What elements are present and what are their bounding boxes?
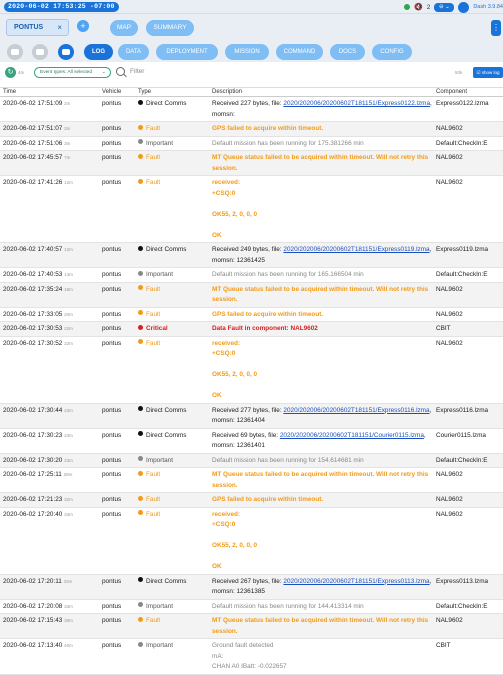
table-row[interactable] (0, 508, 503, 575)
row-description: Default mission has been running for 165.166504 min (212, 271, 364, 278)
row-type-label: Fault (146, 310, 161, 318)
row-time (3, 178, 73, 189)
description-line: OK (212, 231, 222, 239)
blank-line (212, 531, 432, 542)
row-vehicle: pontus (102, 325, 122, 332)
row-age: 18m (64, 286, 73, 292)
description-line: OK55, 2, 0, 0, 0 (212, 371, 258, 378)
description-text: Received 267 bytes, file: (212, 577, 284, 585)
row-age: 33m (64, 511, 73, 517)
description-text: Received 69 bytes, file: (212, 431, 280, 439)
row-description (212, 406, 432, 427)
row-time (3, 270, 73, 281)
row-timestamp: 2020-06-02 17:40:53 (3, 271, 63, 278)
row-age: 12m (64, 180, 73, 185)
row-component: Courier0115.lzma (436, 431, 486, 439)
severity-dot-icon (138, 602, 143, 607)
table-row[interactable] (0, 575, 503, 600)
description-line: Ground fault detected (212, 642, 274, 649)
table-row[interactable] (0, 137, 503, 152)
table-row[interactable] (0, 493, 503, 508)
row-vehicle: pontus (102, 285, 122, 293)
row-age: 20m (64, 311, 73, 317)
chevron-down-icon: ⌄ (101, 69, 106, 75)
blank-line (212, 381, 432, 392)
table-row[interactable] (0, 337, 503, 404)
row-type (138, 470, 160, 481)
header (0, 14, 503, 42)
row-timestamp: 2020-06-02 17:51:07 (3, 125, 63, 132)
row-component: NAL9602 (436, 617, 463, 624)
table-row[interactable] (0, 283, 503, 308)
row-component: Default:CheckIn:E (436, 139, 488, 147)
description-line: OK (212, 392, 222, 399)
row-time (3, 616, 73, 627)
row-type-label: Fault (146, 471, 161, 478)
row-time (3, 310, 73, 321)
row-timestamp: 2020-06-02 17:30:20 (3, 456, 63, 464)
row-time (3, 510, 73, 521)
view-map-button[interactable]: MAP (110, 20, 138, 36)
row-vehicle: pontus (102, 602, 122, 610)
row-description: Default mission has been running for 154.614681 min (212, 456, 364, 464)
description-text: , momsn: 12361385 (212, 577, 432, 595)
description-line: received: (212, 339, 241, 347)
tab-docs[interactable]: DOCS (330, 44, 365, 60)
row-component: NAL9602 (436, 310, 463, 318)
table-row[interactable] (0, 468, 503, 493)
row-type (138, 577, 186, 588)
row-description (212, 178, 432, 241)
row-description: GPS failed to acquire within timeout. (212, 310, 324, 318)
row-type (138, 495, 160, 506)
table-body (0, 97, 503, 675)
show-log-toggle[interactable]: ☑ show log (473, 67, 503, 78)
severity-dot-icon (138, 406, 143, 411)
row-description (212, 641, 432, 673)
severity-dot-icon (138, 339, 143, 344)
filter-input[interactable]: Filter (130, 68, 145, 75)
row-component: NAL9602 (436, 471, 463, 478)
row-description: MT Queue status failed to be acquired within timeout. Will not retry this session. (212, 617, 429, 635)
row-timestamp: 2020-06-02 17:30:44 (3, 406, 63, 414)
row-type (138, 406, 186, 417)
description-text: , momsn: 12361401 (212, 431, 426, 449)
vehicle-tab-label: PONTUS (14, 24, 44, 31)
row-timestamp: 2020-06-02 17:13:40 (3, 642, 63, 649)
row-vehicle: pontus (102, 100, 122, 107)
speaker-mute-icon[interactable]: 🔇 (413, 4, 423, 11)
row-type-label: Fault (146, 617, 161, 624)
notification-count: 2 (426, 3, 431, 11)
row-age: 13m (64, 272, 73, 277)
col-vehicle[interactable]: Vehicle (102, 89, 122, 95)
row-vehicle: pontus (102, 510, 122, 518)
row-vehicle: pontus (102, 431, 122, 439)
row-vehicle: pontus (102, 496, 122, 503)
row-description (212, 431, 432, 452)
description-line: received: (212, 179, 241, 186)
table-row[interactable] (0, 308, 503, 323)
row-type (138, 510, 160, 521)
row-time (3, 285, 73, 296)
description-text: , momsn: 12361425 (212, 246, 432, 264)
col-type[interactable]: Type (138, 89, 152, 95)
row-age: 3m (64, 140, 71, 146)
row-timestamp: 2020-06-02 17:20:11 (3, 577, 62, 585)
tab-deployment[interactable]: DEPLOYMENT (156, 44, 218, 60)
row-age: 22m (64, 340, 73, 346)
blank-line (212, 220, 432, 231)
severity-dot-icon (138, 577, 143, 582)
row-type (138, 285, 160, 296)
tab-config[interactable]: CONFIG (372, 44, 412, 60)
description-line: OK (212, 563, 222, 570)
blank-line (212, 360, 432, 371)
row-age: 2m (64, 101, 71, 106)
table-row[interactable] (0, 429, 503, 454)
row-age: 32m (64, 497, 73, 502)
severity-dot-icon (138, 456, 143, 461)
col-description[interactable]: Description (212, 89, 243, 95)
row-type (138, 602, 173, 613)
row-description (212, 510, 432, 573)
row-age: 40m (64, 643, 73, 648)
severity-dot-icon (138, 510, 143, 515)
row-time (3, 456, 73, 467)
row-component: CBIT (436, 325, 451, 332)
row-vehicle: pontus (102, 139, 122, 147)
row-vehicle: pontus (102, 642, 122, 649)
row-description: Data Fault in component: NAL9602 (212, 325, 318, 332)
description-line: +CSQ:0 (212, 521, 236, 528)
description-line: CHAN A0 IBatt: -0.022657 (212, 663, 287, 670)
row-age: 12m (64, 247, 73, 252)
event-types-value: Event types: All selected (40, 70, 92, 75)
row-timestamp: 2020-06-02 17:15:43 (3, 617, 63, 624)
row-component: NAL9602 (436, 285, 463, 293)
row-timestamp: 2020-06-02 17:51:06 (3, 139, 63, 147)
table-row[interactable] (0, 404, 503, 429)
row-timestamp: 2020-06-02 17:30:23 (3, 431, 63, 439)
row-time (3, 470, 72, 481)
row-age: 33m (64, 603, 73, 609)
row-type-label: Direct Comms (146, 577, 187, 585)
row-time (3, 324, 73, 335)
row-vehicle: pontus (102, 471, 122, 478)
description-line: +CSQ:0 (212, 350, 236, 357)
row-type (138, 153, 160, 164)
clock: 2020-06-02 17:53:25 -07:00 (4, 2, 119, 12)
row-type-label: Fault (146, 510, 161, 518)
tab-mission[interactable]: MISSION (225, 44, 269, 60)
connection-ok-icon (404, 4, 410, 10)
row-component: Default:CheckIn:E (436, 602, 488, 610)
app-logo-icon (458, 2, 469, 13)
severity-dot-icon (138, 471, 143, 476)
row-component: Default:CheckIn:E (436, 456, 488, 464)
blank-line (212, 199, 432, 210)
row-component: NAL9602 (436, 496, 463, 503)
row-vehicle: pontus (102, 310, 122, 318)
table-row[interactable] (0, 97, 503, 122)
blank-line (212, 552, 432, 563)
row-type-label: Critical (146, 325, 168, 332)
row-type (138, 616, 160, 627)
row-time (3, 99, 70, 110)
row-type-label: Important (146, 642, 173, 649)
row-vehicle: pontus (102, 246, 122, 253)
col-component[interactable]: Component (436, 89, 468, 95)
row-component: NAL9602 (436, 154, 463, 161)
row-type (138, 178, 160, 189)
row-component: Express0119.lzma (436, 246, 489, 253)
row-type (138, 99, 186, 110)
row-description: MT Queue status failed to be acquired within timeout. Will not retry this session. (212, 471, 429, 489)
row-type-label: Important (146, 271, 173, 278)
add-vehicle-button[interactable]: + (77, 20, 89, 32)
refresh-icon[interactable]: ↻ (5, 67, 16, 78)
row-type-label: Fault (146, 125, 161, 132)
row-timestamp: 2020-06-02 17:51:09 (3, 100, 63, 107)
chat-icon[interactable] (58, 44, 74, 60)
row-type-label: Direct Comms (146, 246, 187, 253)
refresh-interval: 4m (18, 70, 25, 75)
row-vehicle: pontus (102, 406, 122, 414)
file-link[interactable]: 2020/202006/20200602T181151/Courier0115.lzma (279, 431, 424, 439)
table-row[interactable] (0, 176, 503, 243)
table-row[interactable] (0, 600, 503, 615)
row-time (3, 406, 73, 417)
row-description: MT Queue status failed to be acquired within timeout. Will not retry this session. (212, 154, 429, 172)
severity-dot-icon (138, 179, 143, 184)
row-type (138, 245, 186, 256)
row-time (3, 339, 73, 350)
row-age: 23m (64, 457, 73, 463)
table-row[interactable] (0, 639, 503, 675)
row-vehicle: pontus (102, 179, 122, 186)
row-age: 23m (64, 407, 73, 413)
view-summary-button[interactable]: SUMMARY (146, 20, 194, 36)
row-age: 22m (64, 326, 73, 331)
row-age: 3m (64, 126, 71, 131)
description-line: OK55, 2, 0, 0, 0 (212, 542, 258, 549)
row-time (3, 577, 72, 588)
row-component: NAL9602 (436, 179, 463, 186)
description-text: , momsn: 12361404 (212, 406, 432, 424)
row-description: Default mission has been running for 175.381266 min (212, 139, 364, 147)
row-description (212, 99, 432, 120)
description-text: Received 249 bytes, file: (212, 246, 284, 253)
description-line: received: (212, 510, 241, 518)
event-types-select[interactable] (34, 67, 111, 78)
row-description (212, 577, 432, 598)
row-time (3, 124, 70, 135)
filter-bar (0, 62, 503, 84)
row-type (138, 456, 173, 467)
row-time (3, 602, 73, 613)
row-timestamp: 2020-06-02 17:40:57 (3, 246, 63, 253)
table-row[interactable] (0, 268, 503, 283)
severity-dot-icon (138, 100, 143, 105)
row-timestamp: 2020-06-02 17:25:11 (3, 471, 62, 478)
row-type-label: Important (146, 139, 173, 147)
severity-dot-icon (138, 431, 143, 436)
row-component: NAL9602 (436, 510, 463, 518)
row-time (3, 641, 73, 652)
row-timestamp: 2020-06-02 17:33:05 (3, 310, 63, 318)
row-timestamp: 2020-06-02 17:41:26 (3, 179, 63, 186)
row-type-label: Direct Comms (146, 100, 187, 107)
row-type (138, 310, 160, 321)
app-version: Dash 3.9.84 (473, 4, 503, 10)
row-type (138, 641, 173, 652)
severity-dot-icon (138, 285, 143, 290)
file-link[interactable]: 2020/202006/20200602T181151/Express0122.lzma (283, 100, 431, 107)
row-vehicle: pontus (102, 617, 122, 624)
row-age: 7m (64, 155, 71, 160)
row-type-label: Fault (146, 496, 161, 503)
row-description: GPS failed to acquire within timeout. (212, 496, 324, 503)
row-timestamp: 2020-06-02 17:30:53 (3, 325, 63, 332)
severity-dot-icon (138, 139, 143, 144)
row-time (3, 139, 70, 150)
tab-row (0, 42, 503, 62)
table-row[interactable] (0, 151, 503, 176)
row-vehicle: pontus (102, 577, 122, 585)
main-menu-button[interactable]: ⋮ (491, 20, 501, 36)
row-component: Default:CheckIn:E (436, 271, 488, 278)
row-description (212, 339, 432, 402)
file-link[interactable]: 2020/202006/20200602T181151/Express0113.lzma (283, 577, 430, 585)
table-row[interactable] (0, 122, 503, 137)
row-type (138, 270, 173, 281)
severity-dot-icon (138, 617, 143, 622)
table-row[interactable] (0, 243, 503, 268)
severity-dot-icon (138, 496, 143, 501)
row-type-label: Important (146, 602, 173, 610)
camera-icon[interactable] (7, 44, 23, 60)
table-row[interactable] (0, 454, 503, 469)
row-type-label: Fault (146, 179, 161, 186)
description-text: Received 277 bytes, file: (212, 406, 284, 414)
search-icon (116, 67, 125, 76)
row-description: Default mission has been running for 144.413314 min (212, 602, 364, 610)
row-description: MT Queue status failed to be acquired within timeout. Will not retry this session. (212, 285, 429, 303)
user-dropdown[interactable]: ⊖ ⌄ (434, 3, 454, 12)
tab-data[interactable]: DATA (118, 44, 149, 60)
row-age: 28m (63, 472, 73, 477)
row-timestamp: 2020-06-02 17:45:57 (3, 154, 63, 161)
severity-dot-icon (138, 642, 143, 647)
top-bar (0, 0, 503, 14)
row-vehicle: pontus (102, 339, 122, 347)
event-log-table (0, 87, 503, 675)
row-timestamp: 2020-06-02 17:21:23 (3, 496, 63, 503)
row-type-label: Fault (146, 339, 161, 347)
row-time (3, 431, 73, 442)
row-description (212, 245, 432, 266)
tab-log[interactable]: LOG (84, 44, 113, 60)
row-type-label: Fault (146, 154, 161, 161)
vehicle-tab-pontus[interactable] (6, 19, 69, 36)
row-time (3, 153, 70, 164)
row-type (138, 431, 186, 442)
limit-label: 50k (455, 70, 463, 75)
description-text: , momsn: (212, 100, 432, 118)
row-type-label: Direct Comms (146, 406, 187, 414)
row-vehicle: pontus (102, 456, 122, 464)
row-component: Express0113.lzma (436, 577, 489, 585)
row-time (3, 245, 73, 256)
file-link[interactable]: 2020/202006/20200602T181151/Express0116.lzma (283, 406, 430, 414)
table-row[interactable] (0, 614, 503, 639)
top-bar-status (404, 1, 503, 13)
row-type (138, 124, 160, 135)
tab-command[interactable]: COMMAND (276, 44, 323, 60)
row-description: GPS failed to acquire within timeout. (212, 125, 324, 132)
row-timestamp: 2020-06-02 17:30:52 (3, 339, 63, 347)
row-component: Express0122.lzma (436, 100, 489, 107)
row-type (138, 339, 160, 350)
row-age: 23m (64, 432, 73, 438)
col-time[interactable]: Time (3, 89, 17, 95)
row-vehicle: pontus (102, 271, 122, 278)
row-time (3, 495, 73, 506)
row-vehicle: pontus (102, 154, 122, 161)
file-link[interactable]: 2020/202006/20200602T181151/Express0119.lzma (283, 246, 430, 253)
row-component: Express0116.lzma (436, 406, 489, 414)
row-age: 38m (64, 618, 73, 623)
close-icon[interactable]: × (57, 23, 62, 32)
row-component: CBIT (436, 642, 451, 649)
row-type-label: Direct Comms (146, 431, 187, 439)
table-row[interactable] (0, 322, 503, 337)
description-line: OK55, 2, 0, 0, 0 (212, 210, 258, 218)
table-header (0, 87, 503, 97)
row-type (138, 324, 168, 335)
description-text: Received 227 bytes, file: (212, 100, 284, 107)
row-component: NAL9602 (436, 125, 463, 132)
row-type (138, 139, 173, 150)
row-component: NAL9602 (436, 339, 463, 347)
severity-dot-icon (138, 271, 143, 276)
row-timestamp: 2020-06-02 17:20:08 (3, 602, 63, 610)
row-type-label: Important (146, 456, 173, 464)
printer-icon[interactable] (32, 44, 48, 60)
severity-dot-icon (138, 154, 143, 159)
row-timestamp: 2020-06-02 17:35:24 (3, 285, 63, 293)
severity-dot-icon (138, 125, 143, 130)
row-type-label: Fault (146, 285, 161, 293)
row-age: 33m (63, 578, 73, 584)
description-line: +CSQ:0 (212, 189, 236, 197)
row-vehicle: pontus (102, 125, 122, 132)
severity-dot-icon (138, 325, 143, 330)
description-line: mA: (212, 652, 224, 660)
severity-dot-icon (138, 310, 143, 315)
severity-dot-icon (138, 246, 143, 251)
row-timestamp: 2020-06-02 17:20:40 (3, 510, 63, 518)
